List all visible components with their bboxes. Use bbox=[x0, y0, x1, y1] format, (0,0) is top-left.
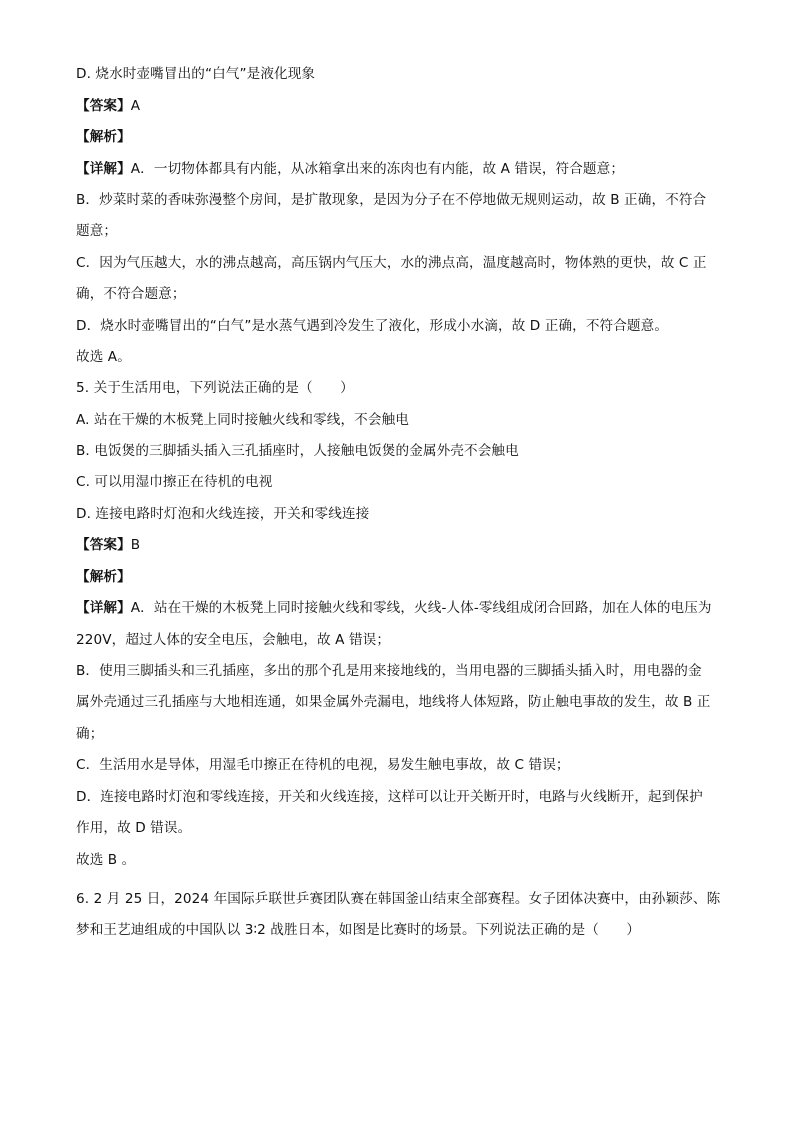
q6-stem-line: 梦和王艺迪组成的中国队以 3∶2 战胜日本，如图是比赛时的场景。下列说法正确的是（ ） bbox=[76, 922, 641, 938]
q5-detail-line: 确； bbox=[76, 726, 104, 742]
detail-tag: 【详解】 bbox=[76, 600, 131, 616]
answer-value: A bbox=[130, 98, 141, 114]
answer-value: B bbox=[130, 537, 141, 553]
q5-option-b: B. 电饭煲的三脚插头插入三孔插座时，人接触电饭煲的金属外壳不会触电 bbox=[76, 443, 519, 459]
q5-analysis-tag: 【解析】 bbox=[76, 569, 131, 585]
q5-detail-line bbox=[76, 598, 724, 618]
q4-detail-line: D．烧水时壶嘴冒出的“白气”是水蒸气遇到冷发生了液化，形成小水滴，故 D 正确，不符合题意。 bbox=[76, 318, 669, 334]
q4-detail-line: 确，不符合题意； bbox=[76, 286, 186, 302]
q4-detail-line: C．因为气压越大，水的沸点越高，高压锅内气压大，水的沸点高，温度越高时，物体熟的更快，故 C 正 bbox=[76, 255, 707, 271]
q5-option-a: A. 站在干燥的木板凳上同时接触火线和零线，不会触电 bbox=[76, 412, 409, 428]
q5-detail-line: C．生活用水是导体，用湿毛巾擦正在待机的电视，易发生触电事故，故 C 错误； bbox=[76, 757, 570, 773]
answer-tag: 【答案】 bbox=[76, 537, 131, 553]
q5-detail-line: 属外壳通过三孔插座与大地相连通，如果金属外壳漏电，地线将人体短路，防止触电事故的发生，故 B 正 bbox=[76, 694, 711, 710]
detail-text: A．站在干燥的木板凳上同时接触火线和零线，火线-人体-零线组成闭合回路，加在人体的电压为 bbox=[130, 600, 712, 616]
q5-answer bbox=[76, 535, 724, 555]
q5-detail-line: B．使用三脚插头和三孔插座，多出的那个孔是用来接地线的，当用电器的三脚插头插入时，用电器的金 bbox=[76, 663, 702, 679]
detail-tag: 【详解】 bbox=[76, 161, 131, 177]
q5-detail-line: 220V，超过人体的安全电压，会触电，故 A 错误； bbox=[76, 632, 391, 648]
q5-option-d: D. 连接电路时灯泡和火线连接，开关和零线连接 bbox=[76, 506, 370, 522]
q4-analysis-tag: 【解析】 bbox=[76, 129, 131, 145]
q4-answer bbox=[76, 96, 724, 116]
q4-conclusion: 故选 A。 bbox=[76, 349, 131, 365]
q5-detail-line: 作用，故 D 错误。 bbox=[76, 820, 192, 836]
q4-detail-line: 题意； bbox=[76, 223, 118, 239]
q4-detail-line bbox=[76, 159, 724, 179]
detail-text: A．一切物体都具有内能，从冰箱拿出来的冻肉也有内能，故 A 错误，符合题意； bbox=[130, 161, 625, 177]
q5-conclusion: 故选 B 。 bbox=[76, 852, 136, 868]
answer-tag: 【答案】 bbox=[76, 98, 131, 114]
q5-detail-line: D．连接电路时灯泡和零线连接，开关和火线连接，这样可以让开关断开时，电路与火线断开，起到保护 bbox=[76, 789, 703, 805]
q4-detail-line: B．炒菜时菜的香味弥漫整个房间，是扩散现象，是因为分子在不停地做无规则运动，故 B 正确，不符合 bbox=[76, 192, 707, 208]
q6-stem-line: 6. 2 月 25 日，2024 年国际乒联世乒赛团队赛在韩国釜山结束全部赛程。女子团体决赛中，由孙颖莎、陈 bbox=[76, 891, 721, 907]
q5-option-c: C. 可以用湿巾擦正在待机的电视 bbox=[76, 474, 273, 490]
q5-stem: 5. 关于生活用电，下列说法正确的是（ ） bbox=[76, 380, 354, 396]
q4-option-d: D. 烧水时壶嘴冒出的“白气”是液化现象 bbox=[76, 66, 316, 82]
